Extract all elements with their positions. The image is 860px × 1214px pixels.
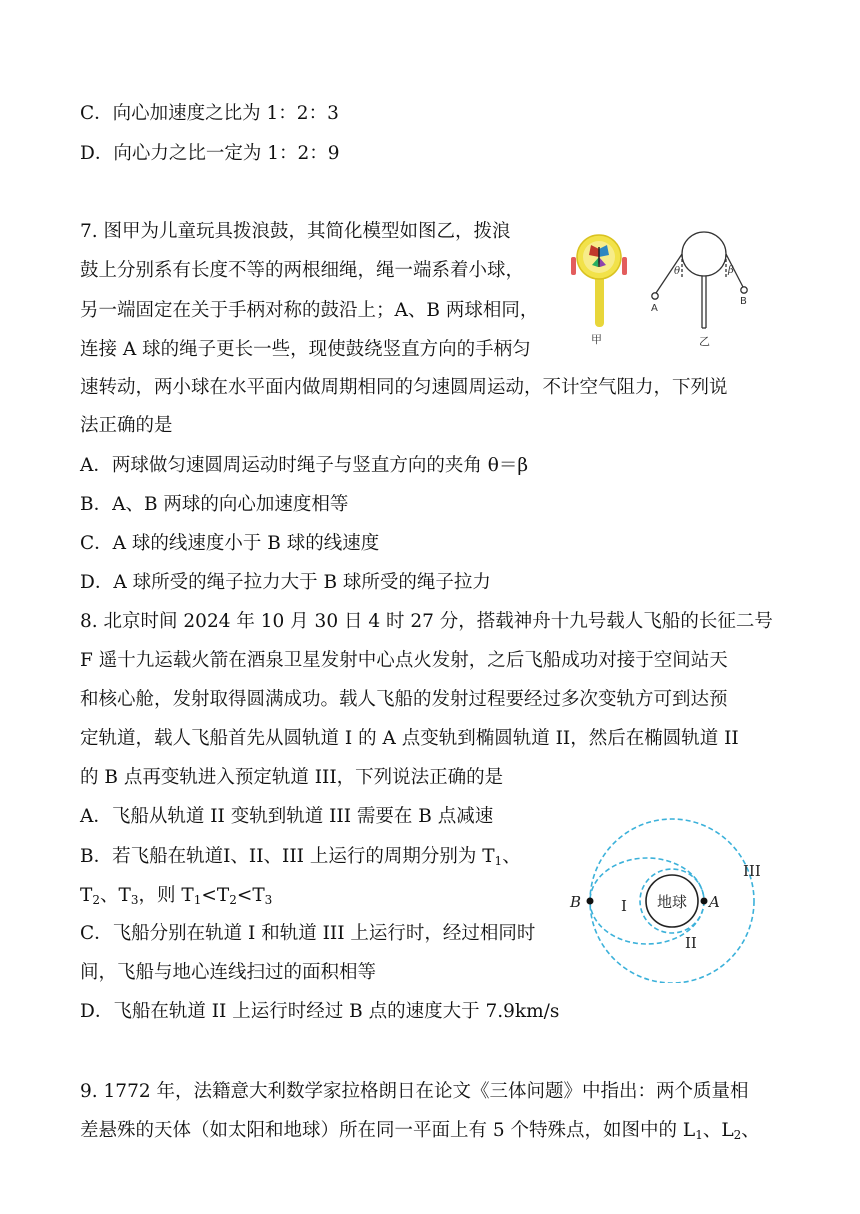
q7-stem-line-3: 另一端固定在关于手柄对称的鼓沿上；A、B 两球相同， xyxy=(80,300,539,321)
q7-option-d: D．A 球所受的绳子拉力大于 B 球所受的绳子拉力 xyxy=(80,572,491,593)
q6-option-d: D．向心力之比一定为 1：2：9 xyxy=(80,143,340,164)
fig-label-jia: 甲 xyxy=(591,333,602,346)
q7-option-a: A．两球做匀速圆周运动时绳子与竖直方向的夹角 θ＝β xyxy=(80,455,529,476)
q8-stem-line-1: 8. 北京时间 2024 年 10 月 30 日 4 时 27 分，搭载神舟十九号载人飞船的长征二号 xyxy=(80,611,773,632)
q8-stem-line-2: F 遥十九运载火箭在酒泉卫星发射中心点火发射，之后飞船成功对接于空间站天 xyxy=(80,650,728,671)
orbit-i-label: I xyxy=(621,897,627,915)
q7-stem-line-5: 速转动，两小球在水平面内做周期相同的匀速圆周运动，不计空气阻力，下列说 xyxy=(80,377,728,398)
orbit-ii-label: II xyxy=(685,934,697,952)
q7-stem-line-2: 鼓上分别系有长度不等的两根细绳，绳一端系着小球， xyxy=(80,260,525,281)
q8-stem-line-5: 的 B 点再变轨进入预定轨道 III，下列说法正确的是 xyxy=(80,767,504,788)
ball-b-label: B xyxy=(740,296,747,307)
q8-stem-line-4: 定轨道，载人飞船首先从圆轨道 I 的 A 点变轨到椭圆轨道 II，然后在椭圆轨道 II xyxy=(80,728,739,749)
ball-a-label: A xyxy=(651,303,658,314)
q8-option-d: D．飞船在轨道 II 上运行时经过 B 点的速度大于 7.9km/s xyxy=(80,1001,560,1022)
simplified-model-diagram xyxy=(652,232,747,328)
q9-line-2: 差悬殊的天体（如太阳和地球）所在同一平面上有 5 个特殊点，如图中的 $L_1$、$L_2$、 xyxy=(80,1120,760,1142)
point-b-label: B xyxy=(570,893,582,911)
beta-label: β xyxy=(728,265,734,276)
earth-label: 地球 xyxy=(656,893,688,911)
q8-option-a: A．飞船从轨道 II 变轨到轨道 III 需要在 B 点减速 xyxy=(80,806,494,827)
point-a-label: A xyxy=(709,893,720,911)
q8-option-b-line-1: B．若飞船在轨道Ⅰ、II、III 上运行的周期分别为 $T_1$、 xyxy=(80,846,521,868)
rattle-drum-figure xyxy=(565,225,770,350)
q8-option-b-line-2: $T_2$、$T_3$，则 $T_1<T_2<T_3$ xyxy=(80,885,273,907)
q7-stem-line-6: 法正确的是 xyxy=(80,415,173,436)
q8-option-c-line-2: 间，飞船与地心连线扫过的面积相等 xyxy=(80,962,377,983)
theta-label: θ xyxy=(674,266,681,277)
q7-option-c: C．A 球的线速度小于 B 球的线速度 xyxy=(80,533,380,554)
point-a-dot xyxy=(701,898,708,905)
q7-option-b: B．A、B 两球的向心加速度相等 xyxy=(80,494,349,515)
q8-option-c-line-1: C．飞船分别在轨道 I 和轨道 III 上运行时，经过相同时 xyxy=(80,923,536,944)
toy-rattle-photo xyxy=(571,235,627,327)
q6-option-c: C．向心加速度之比为 1：2：3 xyxy=(80,103,339,124)
q7-stem-line-4: 连接 A 球的绳子更长一些，现使鼓绕竖直方向的手柄匀 xyxy=(80,339,531,360)
q8-stem-line-3: 和核心舱，发射取得圆满成功。载人飞船的发射过程要经过多次变轨方可到达预 xyxy=(80,689,728,710)
point-b-dot xyxy=(587,898,594,905)
orbit-iii-label: III xyxy=(743,862,761,880)
fig-label-yi: 乙 xyxy=(699,335,710,348)
q7-stem-line-1: 7. 图甲为儿童玩具拨浪鼓，其简化模型如图乙，拨浪 xyxy=(80,221,511,242)
q9-line-1: 9. 1772 年，法籍意大利数学家拉格朗日在论文《三体问题》中指出：两个质量相 xyxy=(80,1081,749,1102)
orbit-diagram xyxy=(565,818,780,983)
